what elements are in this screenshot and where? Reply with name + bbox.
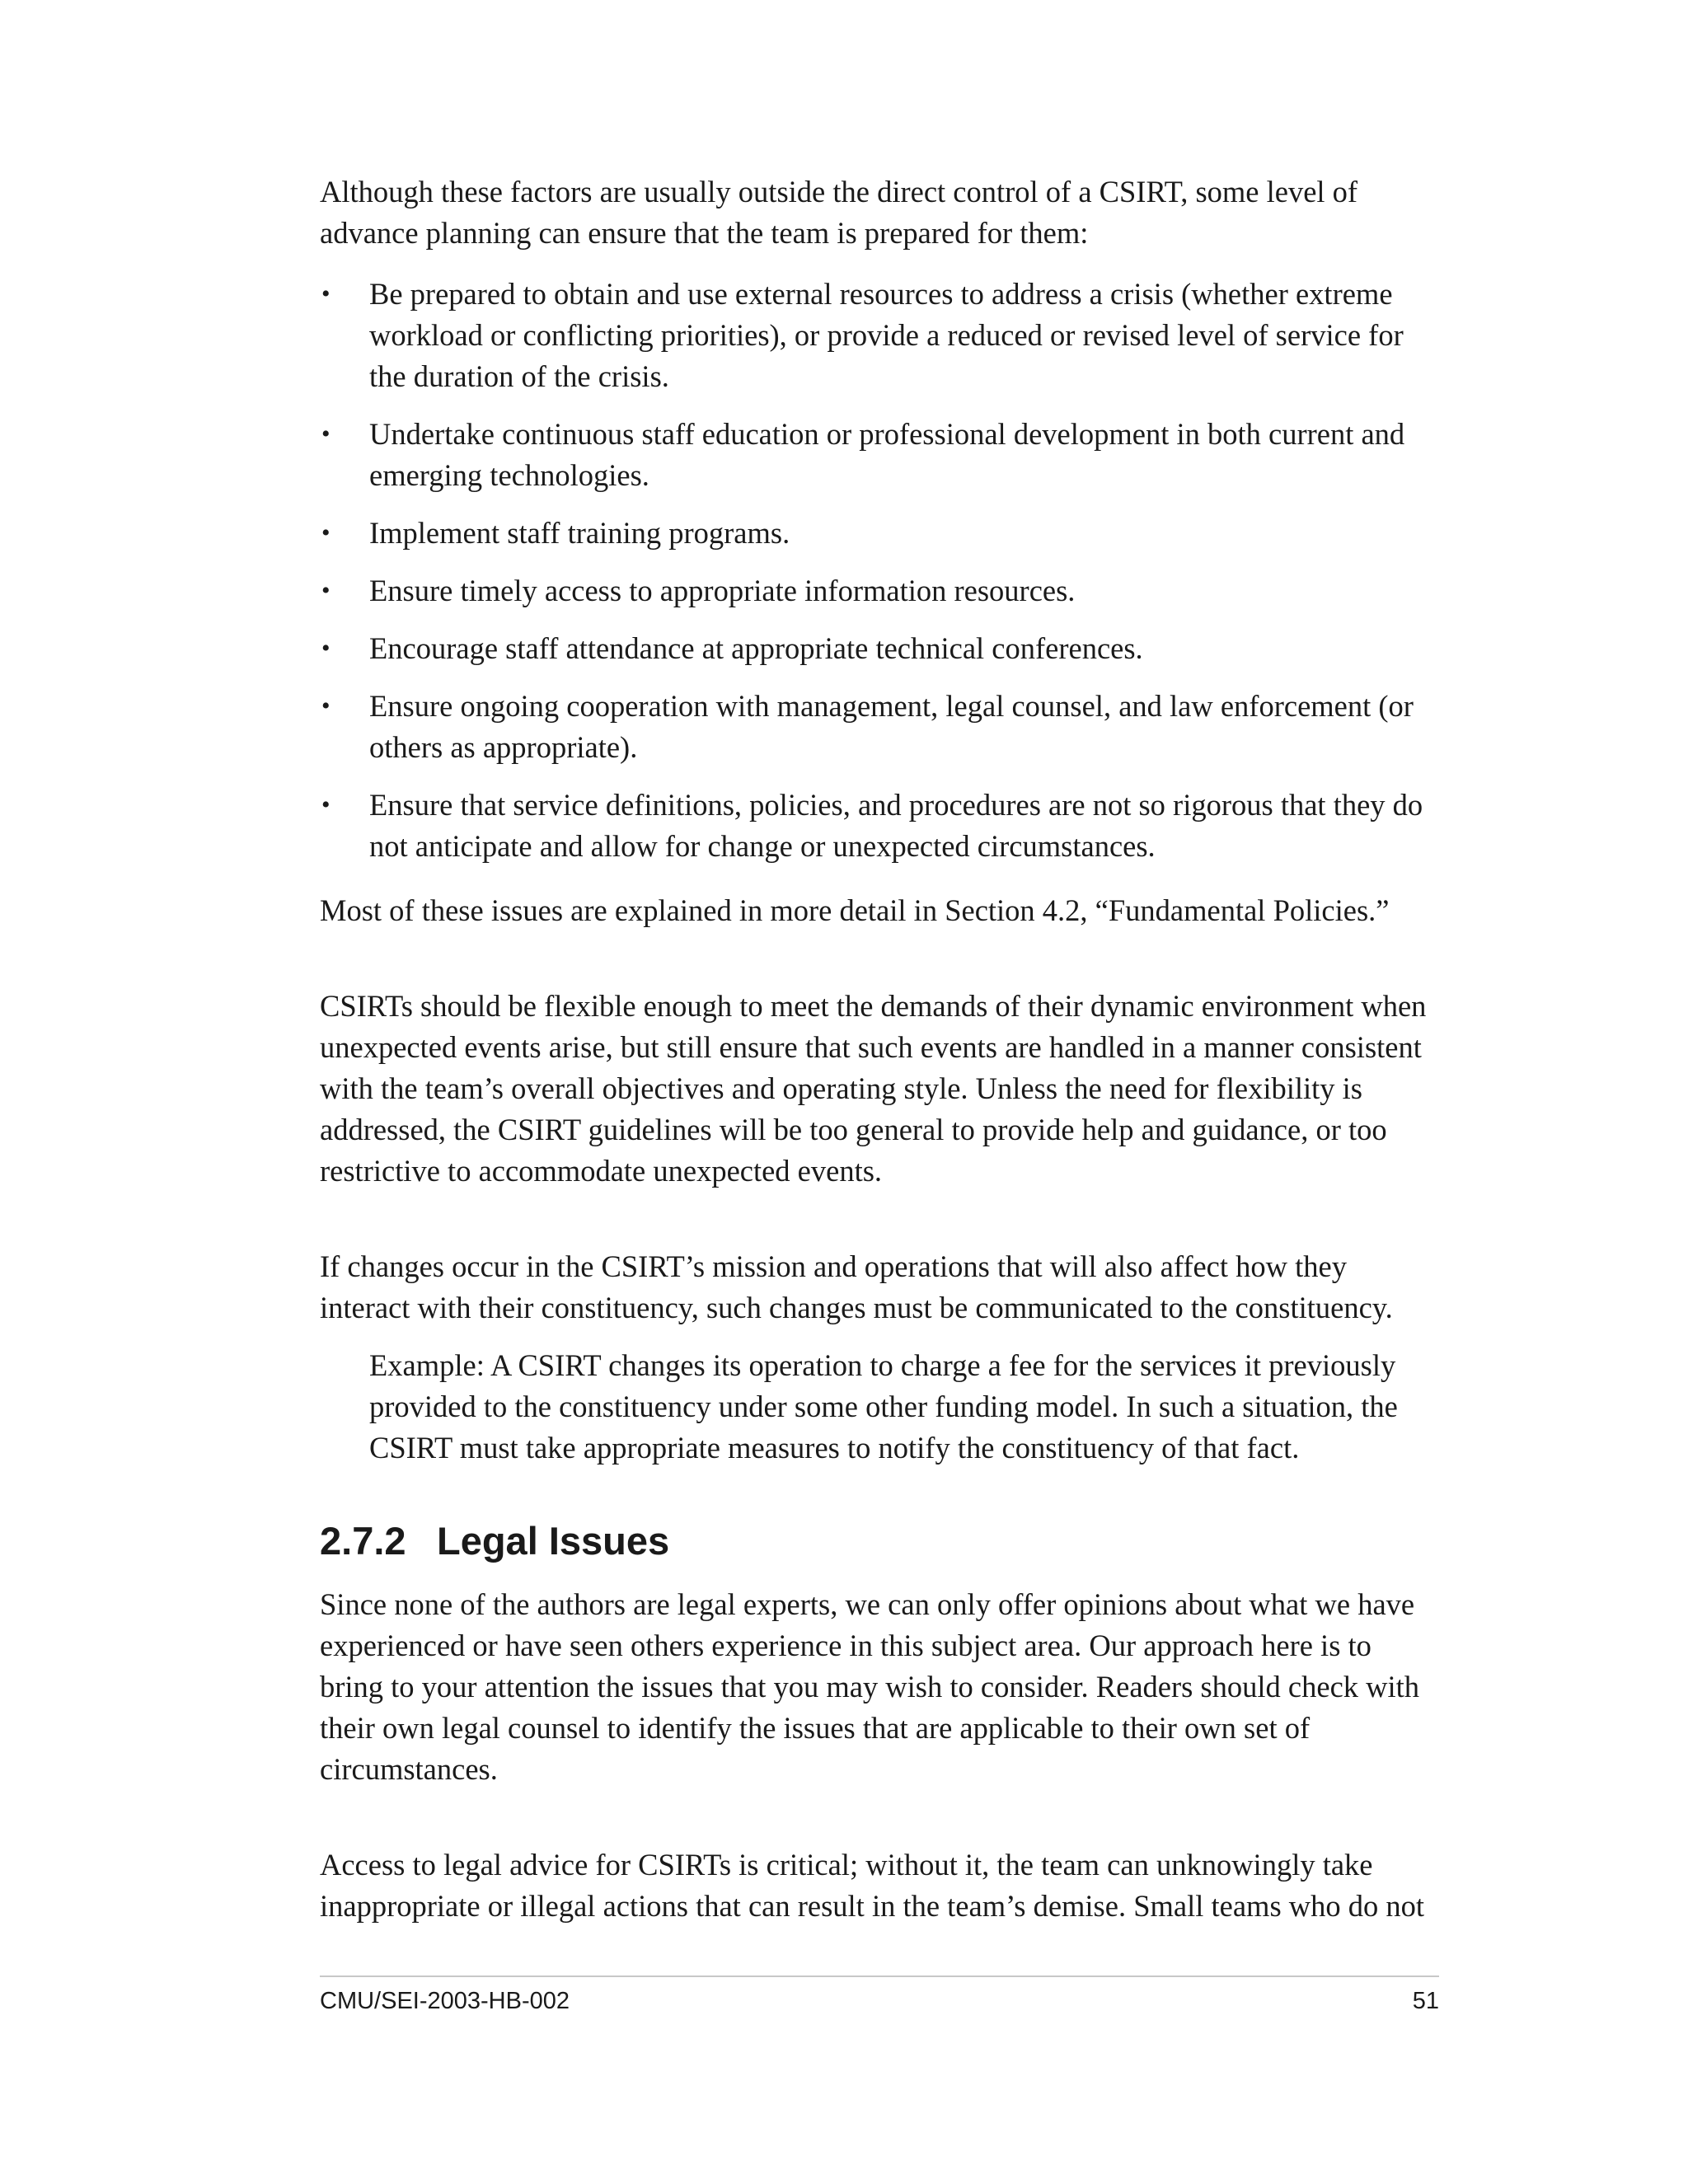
list-item [320, 628, 1441, 669]
changes-paragraph: If changes occur in the CSIRT’s mission and operations that will also affect how they interact with their constituency, such changes must be communicated to the constituency. [320, 1249, 1393, 1324]
page-number: 51 [1412, 1988, 1439, 2014]
legal-paragraph-1: Since none of the authors are legal experts, we can only offer opinions about what we have experienced or have seen others experience in this subject area. Our approach here is to bring to your attention the issues that you may wish to consider. Readers should check with their own legal counsel to identify the issues that are applicable to their own set of circumstances. [320, 1587, 1420, 1786]
list-item-text: Ensure ongoing cooperation with management, legal counsel, and law enforcement (or others as appropriate). [369, 689, 1414, 764]
legal-paragraph-2: Access to legal advice for CSIRTs is critical; without it, the team can unknowingly take inappropriate or illegal actions that can result in the team’s demise. Small teams who do not [320, 1848, 1425, 1923]
section-number: 2.7.2 [320, 1519, 406, 1563]
bullet-list [320, 274, 1441, 867]
list-item [320, 274, 1441, 397]
bullet-icon: • [321, 577, 331, 604]
list-item [320, 785, 1441, 867]
list-item-text: Implement staff training programs. [369, 516, 790, 550]
intro-paragraph: Although these factors are usually outside the direct control of a CSIRT, some level of advance planning can ensure that the team is prepared for them: [320, 175, 1358, 250]
section-title: Legal Issues [437, 1519, 670, 1563]
bullet-icon: • [321, 635, 331, 662]
list-item-text: Encourage staff attendance at appropriate technical conferences. [369, 631, 1143, 665]
list-item [320, 686, 1441, 768]
page-body [320, 171, 1441, 1927]
document-id: CMU/SEI-2003-HB-002 [320, 1988, 570, 2014]
list-item [320, 570, 1441, 612]
list-item [320, 414, 1441, 496]
bullet-icon: • [321, 280, 331, 307]
list-item-text: Ensure timely access to appropriate information resources. [369, 574, 1076, 607]
bullet-icon: • [321, 791, 331, 818]
bullet-icon: • [321, 420, 331, 448]
list-item [320, 513, 1441, 554]
bullet-icon: • [321, 692, 331, 719]
list-item-text: Be prepared to obtain and use external resources to address a crisis (whether extreme workload or conflicting priorities), or provide a reduced or revised level of service for the duration of the crisis. [369, 277, 1404, 393]
section-heading [320, 1516, 1441, 1566]
example-paragraph: Example: A CSIRT changes its operation to charge a fee for the services it previously provided to the constituency under some other funding model. In such a situation, the CSIRT must take appropriate measures to notify the constituency of that fact. [369, 1348, 1398, 1465]
bullet-icon: • [321, 519, 331, 546]
section-reference-paragraph: Most of these issues are explained in more detail in Section 4.2, “Fundamental Policies.” [320, 893, 1390, 927]
list-item-text: Ensure that service definitions, policies, and procedures are not so rigorous that they do not anticipate and allow for change or unexpected circumstances. [369, 788, 1423, 863]
flexibility-paragraph: CSIRTs should be flexible enough to meet the demands of their dynamic environment when unexpected events arise, but still ensure that such events are handled in a manner consistent with the team’s overall objectives and operating style. Unless the need for flexibility is addressed, the CSIRT guidelines will be too general to provide help and guidance, or too restrictive to accommodate unexpected events. [320, 989, 1427, 1188]
footer-divider [320, 1975, 1439, 1977]
list-item-text: Undertake continuous staff education or professional development in both current and emerging technologies. [369, 417, 1405, 492]
